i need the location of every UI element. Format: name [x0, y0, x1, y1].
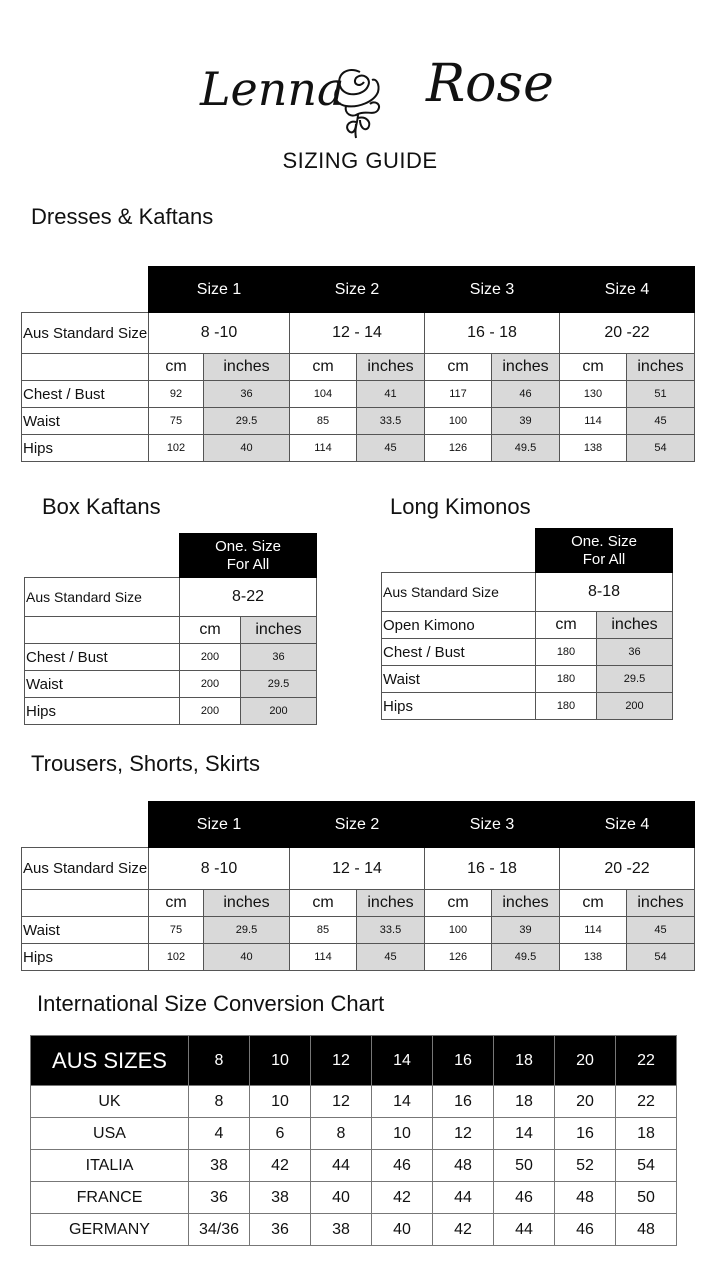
- value-cell: 45: [357, 435, 425, 462]
- size-header: Size 2: [290, 267, 425, 313]
- value-cell: 42: [250, 1150, 311, 1182]
- aus-size-header: 12: [311, 1036, 372, 1086]
- logo-word-left: Lenna: [200, 62, 345, 116]
- aus-range: 20 -22: [560, 313, 695, 354]
- value-cell: 48: [555, 1182, 616, 1214]
- row-label: Chest / Bust: [382, 639, 536, 666]
- value-cell: 180: [536, 666, 597, 693]
- aus-range: 20 -22: [560, 848, 695, 890]
- size-header: Size 1: [149, 802, 290, 848]
- table-row: [22, 381, 695, 408]
- aus-range: 8-18: [536, 573, 673, 612]
- value-cell: 10: [372, 1118, 433, 1150]
- table-row: [31, 1118, 677, 1150]
- value-cell: 29.5: [597, 666, 673, 693]
- table-row: [382, 666, 673, 693]
- table-row: [382, 693, 673, 720]
- unit-inches: inches: [492, 354, 560, 381]
- row-label: Waist: [25, 671, 180, 698]
- size-header: Size 2: [290, 802, 425, 848]
- table-row: [25, 644, 317, 671]
- value-cell: 130: [560, 381, 627, 408]
- unit-inches: inches: [241, 617, 317, 644]
- value-cell: 16: [433, 1086, 494, 1118]
- section-title-long-kimonos: Long Kimonos: [390, 494, 531, 519]
- row-label: Hips: [22, 435, 149, 462]
- section-title-conversion: International Size Conversion Chart: [37, 991, 385, 1016]
- value-cell: 114: [560, 917, 627, 944]
- value-cell: 42: [372, 1182, 433, 1214]
- aus-range: 16 - 18: [425, 313, 560, 354]
- table-row: [31, 1086, 677, 1118]
- row-label: Aus Standard Size: [22, 313, 149, 354]
- value-cell: 18: [494, 1086, 555, 1118]
- value-cell: 29.5: [204, 408, 290, 435]
- value-cell: 85: [290, 917, 357, 944]
- value-cell: 8: [189, 1086, 250, 1118]
- row-label: Hips: [22, 944, 149, 971]
- value-cell: 40: [204, 435, 290, 462]
- row-label: Hips: [382, 693, 536, 720]
- size-header: [536, 529, 673, 573]
- table-row: [31, 1182, 677, 1214]
- value-cell: 4: [189, 1118, 250, 1150]
- row-label: Chest / Bust: [25, 644, 180, 671]
- value-cell: 50: [616, 1182, 677, 1214]
- table-row: [22, 917, 695, 944]
- section-title-trousers: Trousers, Shorts, Skirts: [31, 751, 261, 776]
- row-label: Waist: [382, 666, 536, 693]
- value-cell: 36: [250, 1214, 311, 1246]
- value-cell: 36: [241, 644, 317, 671]
- value-cell: 44: [494, 1214, 555, 1246]
- row-label: Aus Standard Size: [25, 578, 180, 617]
- aus-range: 12 - 14: [290, 313, 425, 354]
- value-cell: 36: [204, 381, 290, 408]
- value-cell: 114: [560, 408, 627, 435]
- value-cell: 49.5: [492, 944, 560, 971]
- aus-range: 8-22: [180, 578, 317, 617]
- value-cell: 33.5: [357, 917, 425, 944]
- value-cell: 200: [180, 671, 241, 698]
- value-cell: 54: [627, 435, 695, 462]
- value-cell: 36: [189, 1182, 250, 1214]
- value-cell: 117: [425, 381, 492, 408]
- size-header-line: For All: [226, 555, 270, 573]
- trousers-size-table: [21, 801, 695, 971]
- value-cell: 100: [425, 917, 492, 944]
- table-row: [382, 639, 673, 666]
- row-label: Aus Standard Size: [382, 573, 536, 612]
- value-cell: 85: [290, 408, 357, 435]
- aus-size-header: 18: [494, 1036, 555, 1086]
- aus-size-header: 20: [555, 1036, 616, 1086]
- value-cell: 48: [616, 1214, 677, 1246]
- unit-cm: cm: [180, 617, 241, 644]
- value-cell: 39: [492, 408, 560, 435]
- value-cell: 46: [492, 381, 560, 408]
- value-cell: 14: [494, 1118, 555, 1150]
- aus-size-header: 8: [189, 1036, 250, 1086]
- value-cell: 180: [536, 639, 597, 666]
- value-cell: 16: [555, 1118, 616, 1150]
- table-row: [22, 408, 695, 435]
- value-cell: 75: [149, 917, 204, 944]
- value-cell: 48: [433, 1150, 494, 1182]
- value-cell: 54: [616, 1150, 677, 1182]
- unit-inches: inches: [627, 354, 695, 381]
- value-cell: 50: [494, 1150, 555, 1182]
- country-label: USA: [31, 1118, 189, 1150]
- row-label: Chest / Bust: [22, 381, 149, 408]
- value-cell: 102: [149, 944, 204, 971]
- value-cell: 10: [250, 1086, 311, 1118]
- aus-range: 8 -10: [149, 848, 290, 890]
- value-cell: 49.5: [492, 435, 560, 462]
- size-header: [180, 534, 317, 578]
- size-header: Size 1: [149, 267, 290, 313]
- value-cell: 33.5: [357, 408, 425, 435]
- aus-size-header: 10: [250, 1036, 311, 1086]
- value-cell: 200: [241, 698, 317, 725]
- value-cell: 114: [290, 435, 357, 462]
- value-cell: 44: [311, 1150, 372, 1182]
- brand-logo: [190, 40, 554, 140]
- value-cell: 45: [627, 408, 695, 435]
- value-cell: 29.5: [241, 671, 317, 698]
- value-cell: 12: [433, 1118, 494, 1150]
- value-cell: 200: [180, 698, 241, 725]
- logo-word-right: Rose: [426, 54, 554, 114]
- table-row: [25, 671, 317, 698]
- size-header: Size 4: [560, 267, 695, 313]
- value-cell: 44: [433, 1182, 494, 1214]
- value-cell: 41: [357, 381, 425, 408]
- aus-range: 8 -10: [149, 313, 290, 354]
- value-cell: 126: [425, 944, 492, 971]
- box-kaftans-size-table: [24, 533, 317, 725]
- value-cell: 126: [425, 435, 492, 462]
- country-label: GERMANY: [31, 1214, 189, 1246]
- page-subtitle: SIZING GUIDE: [282, 148, 438, 173]
- unit-cm: cm: [149, 890, 204, 917]
- value-cell: 75: [149, 408, 204, 435]
- value-cell: 180: [536, 693, 597, 720]
- table-row: [25, 698, 317, 725]
- value-cell: 38: [250, 1182, 311, 1214]
- value-cell: 6: [250, 1118, 311, 1150]
- table-row: [31, 1214, 677, 1246]
- value-cell: 100: [425, 408, 492, 435]
- table-row: [22, 435, 695, 462]
- value-cell: 46: [555, 1214, 616, 1246]
- value-cell: 20: [555, 1086, 616, 1118]
- unit-cm: cm: [425, 890, 492, 917]
- size-header-line: For All: [582, 550, 626, 568]
- long-kimonos-size-table: [381, 528, 673, 720]
- value-cell: 92: [149, 381, 204, 408]
- unit-inches: inches: [204, 890, 290, 917]
- value-cell: 102: [149, 435, 204, 462]
- value-cell: 8: [311, 1118, 372, 1150]
- country-label: UK: [31, 1086, 189, 1118]
- aus-range: 12 - 14: [290, 848, 425, 890]
- rose-line-art-icon: [318, 58, 402, 142]
- value-cell: 14: [372, 1086, 433, 1118]
- row-label: Aus Standard Size: [22, 848, 149, 890]
- value-cell: 36: [597, 639, 673, 666]
- size-header-line: One. Size: [571, 532, 637, 550]
- aus-size-header: 16: [433, 1036, 494, 1086]
- unit-cm: cm: [149, 354, 204, 381]
- value-cell: 38: [189, 1150, 250, 1182]
- value-cell: 114: [290, 944, 357, 971]
- value-cell: 45: [627, 917, 695, 944]
- value-cell: 104: [290, 381, 357, 408]
- unit-cm: cm: [560, 890, 627, 917]
- value-cell: 12: [311, 1086, 372, 1118]
- value-cell: 40: [372, 1214, 433, 1246]
- aus-size-header: 14: [372, 1036, 433, 1086]
- value-cell: 29.5: [204, 917, 290, 944]
- value-cell: 200: [180, 644, 241, 671]
- size-header: Size 3: [425, 802, 560, 848]
- value-cell: 42: [433, 1214, 494, 1246]
- value-cell: 40: [311, 1182, 372, 1214]
- value-cell: 45: [357, 944, 425, 971]
- country-label: ITALIA: [31, 1150, 189, 1182]
- section-title-dresses: Dresses & Kaftans: [31, 204, 214, 229]
- aus-size-header: 22: [616, 1036, 677, 1086]
- table-row: [22, 944, 695, 971]
- row-label: Waist: [22, 408, 149, 435]
- section-title-box-kaftans: Box Kaftans: [42, 494, 161, 519]
- value-cell: 51: [627, 381, 695, 408]
- aus-sizes-header: AUS SIZES: [31, 1036, 189, 1086]
- dresses-size-table: [21, 266, 695, 462]
- table-row: [31, 1150, 677, 1182]
- value-cell: 38: [311, 1214, 372, 1246]
- value-cell: 54: [627, 944, 695, 971]
- value-cell: 200: [597, 693, 673, 720]
- country-label: FRANCE: [31, 1182, 189, 1214]
- unit-cm: cm: [425, 354, 492, 381]
- unit-cm: cm: [560, 354, 627, 381]
- unit-inches: inches: [357, 354, 425, 381]
- size-header-line: One. Size: [215, 537, 281, 555]
- value-cell: 18: [616, 1118, 677, 1150]
- value-cell: 46: [494, 1182, 555, 1214]
- value-cell: 138: [560, 944, 627, 971]
- value-cell: 138: [560, 435, 627, 462]
- unit-inches: inches: [492, 890, 560, 917]
- conversion-table: [30, 1035, 677, 1246]
- size-header: Size 4: [560, 802, 695, 848]
- value-cell: 34/36: [189, 1214, 250, 1246]
- unit-cm: cm: [290, 354, 357, 381]
- unit-inches: inches: [627, 890, 695, 917]
- value-cell: 39: [492, 917, 560, 944]
- unit-inches: inches: [597, 612, 673, 639]
- row-label: Waist: [22, 917, 149, 944]
- value-cell: 46: [372, 1150, 433, 1182]
- unit-cm: cm: [536, 612, 597, 639]
- aus-range: 16 - 18: [425, 848, 560, 890]
- size-header: Size 3: [425, 267, 560, 313]
- value-cell: 40: [204, 944, 290, 971]
- value-cell: 52: [555, 1150, 616, 1182]
- row-label: Open Kimono: [382, 612, 536, 639]
- row-label: Hips: [25, 698, 180, 725]
- unit-inches: inches: [204, 354, 290, 381]
- unit-inches: inches: [357, 890, 425, 917]
- value-cell: 22: [616, 1086, 677, 1118]
- unit-cm: cm: [290, 890, 357, 917]
